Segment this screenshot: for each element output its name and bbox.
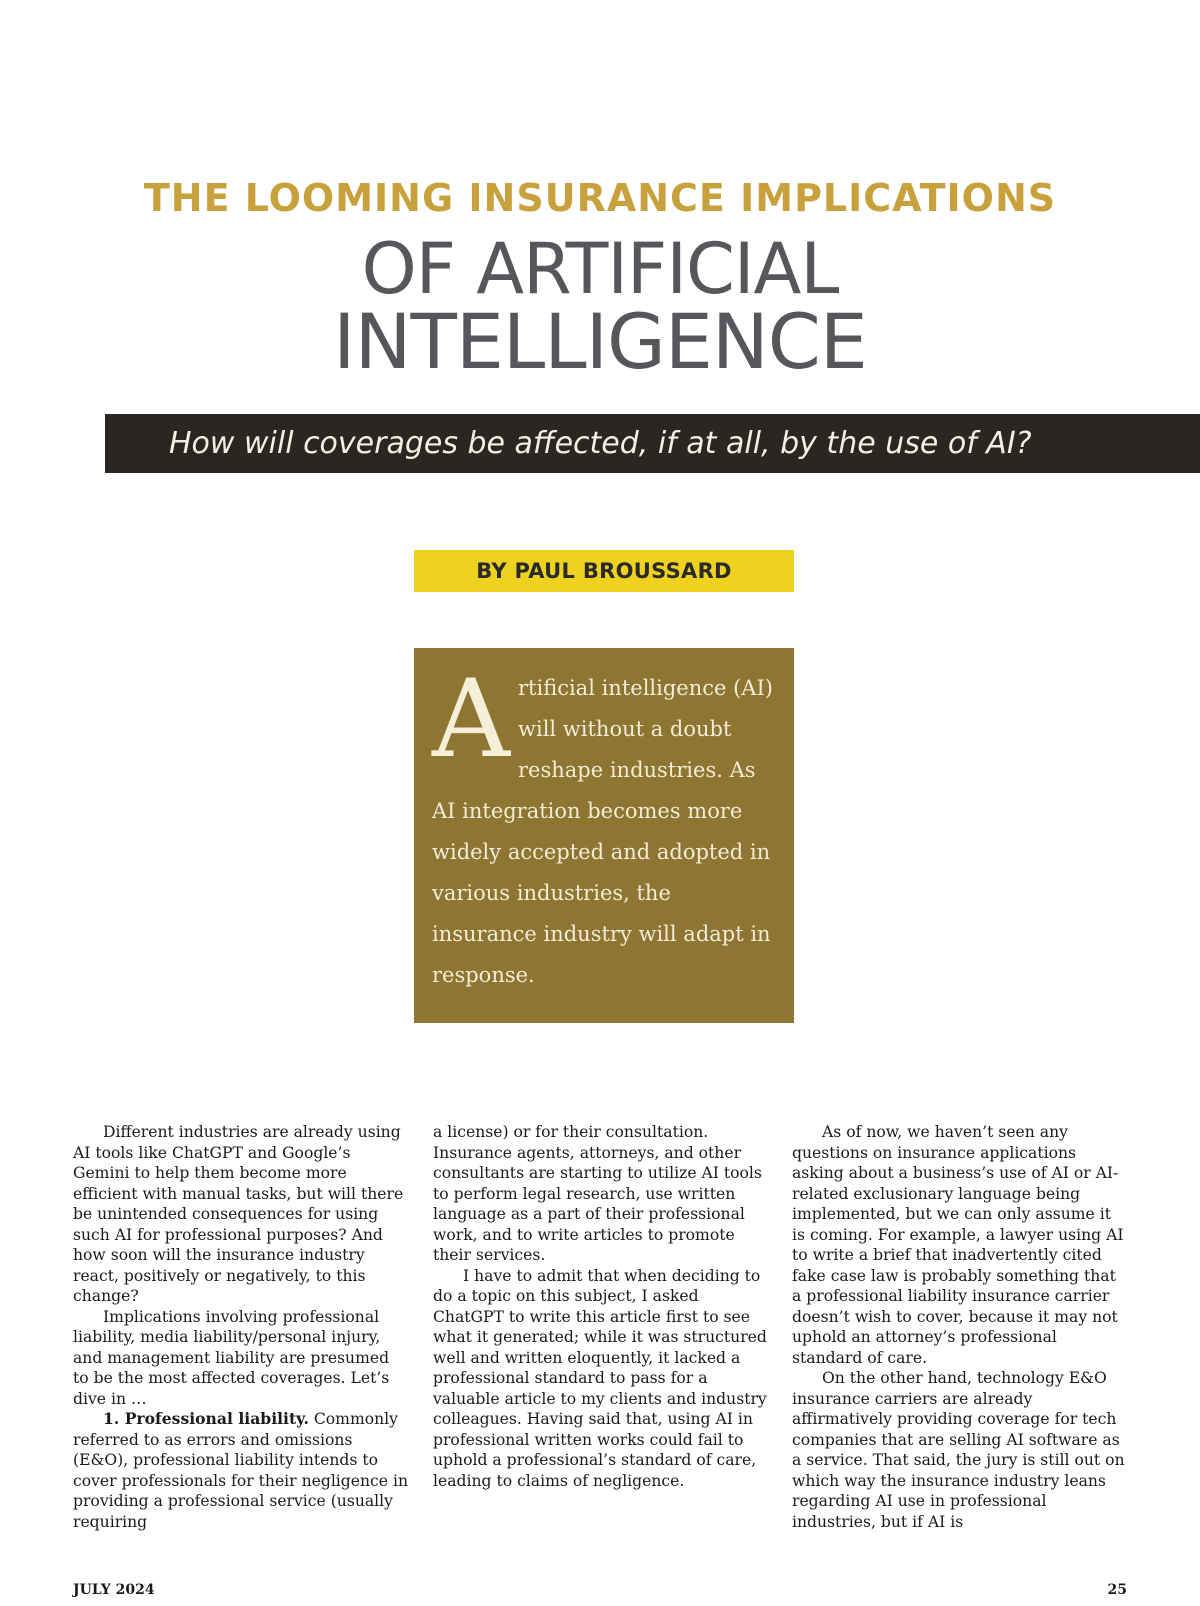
deck-banner	[105, 414, 1200, 473]
paragraph: As of now, we haven’t seen any questions on insurance applications asking about a business’s use of AI or AI-related exclusionary language being implemented, but we can only assume it is coming. For example, a lawyer using AI to write a brief that inadvertently cited fake case law is probably something that a professional liability insurance carrier doesn’t wish to cover, because it may not uphold an attorney’s professional standard of care.	[792, 1123, 1124, 1367]
article-column-2	[433, 1122, 769, 1534]
lead-paragraph: rtificial intelligence (AI) will without a doubt reshape industries. As AI integration becomes more widely accepted and adopted in various industries, the insurance industry will adapt in response.	[432, 676, 773, 987]
section-heading: 1. Professional liability.	[103, 1409, 309, 1428]
paragraph-body: Commonly referred to as errors and omissions (E&O), professional liability intends to cover professionals for their negligence in providing a professional service (usually requiring	[73, 1410, 408, 1531]
headline-kicker: THE LOOMING INSURANCE IMPLICATIONS	[143, 176, 1057, 220]
deck-text: How will coverages be affected, if at all, by the use of AI?	[169, 426, 1032, 461]
paragraph: Different industries are already using AI tools like ChatGPT and Google’s Gemini to help them become more efficient with manual tasks, but will there be unintended consequences for using such AI for professional purposes? And how soon will the insurance industry react, positively or negatively, to this change?	[73, 1123, 404, 1305]
paragraph: Implications involving professional liability, media liability/personal injury, and management liability are presumed to be the most affected coverages. Let’s dive in …	[73, 1307, 390, 1408]
paragraph	[73, 1409, 409, 1532]
headline-title-line-1: OF ARTIFICIAL	[361, 228, 839, 310]
paragraph: On the other hand, technology E&O insurance carriers are already affirmatively providing coverage for tech companies that are selling AI software as a service. That said, the jury is still out on which way the insurance industry leans regarding AI use in professional industries, but if AI is	[792, 1369, 1125, 1531]
article-column-3	[792, 1122, 1128, 1534]
page-number: 25	[1107, 1582, 1127, 1598]
lead-box	[414, 648, 794, 1023]
paragraph: a license) or for their consultation. Insurance agents, attorneys, and other consultants are starting to utilize AI tools to perform legal research, use written language as a part of their professional work, and to write articles to promote their services.	[433, 1123, 762, 1264]
headline-title-line-2: INTELLIGENCE	[333, 297, 867, 386]
paragraph: I have to admit that when deciding to do a topic on this subject, I asked ChatGPT to write this article first to see what it generated; while it was structured well and written eloquently, it lacked a professional standard to pass for a valuable article to my clients and industry colleagues. Having said that, using AI in professional written works could fail to uphold a professional’s standard of care, leading to claims of negligence.	[433, 1266, 767, 1490]
footer-date: JULY 2024	[73, 1582, 155, 1598]
article-column-1	[73, 1122, 409, 1534]
byline: BY PAUL BROUSSARD	[414, 550, 794, 592]
drop-cap: A	[432, 657, 510, 782]
